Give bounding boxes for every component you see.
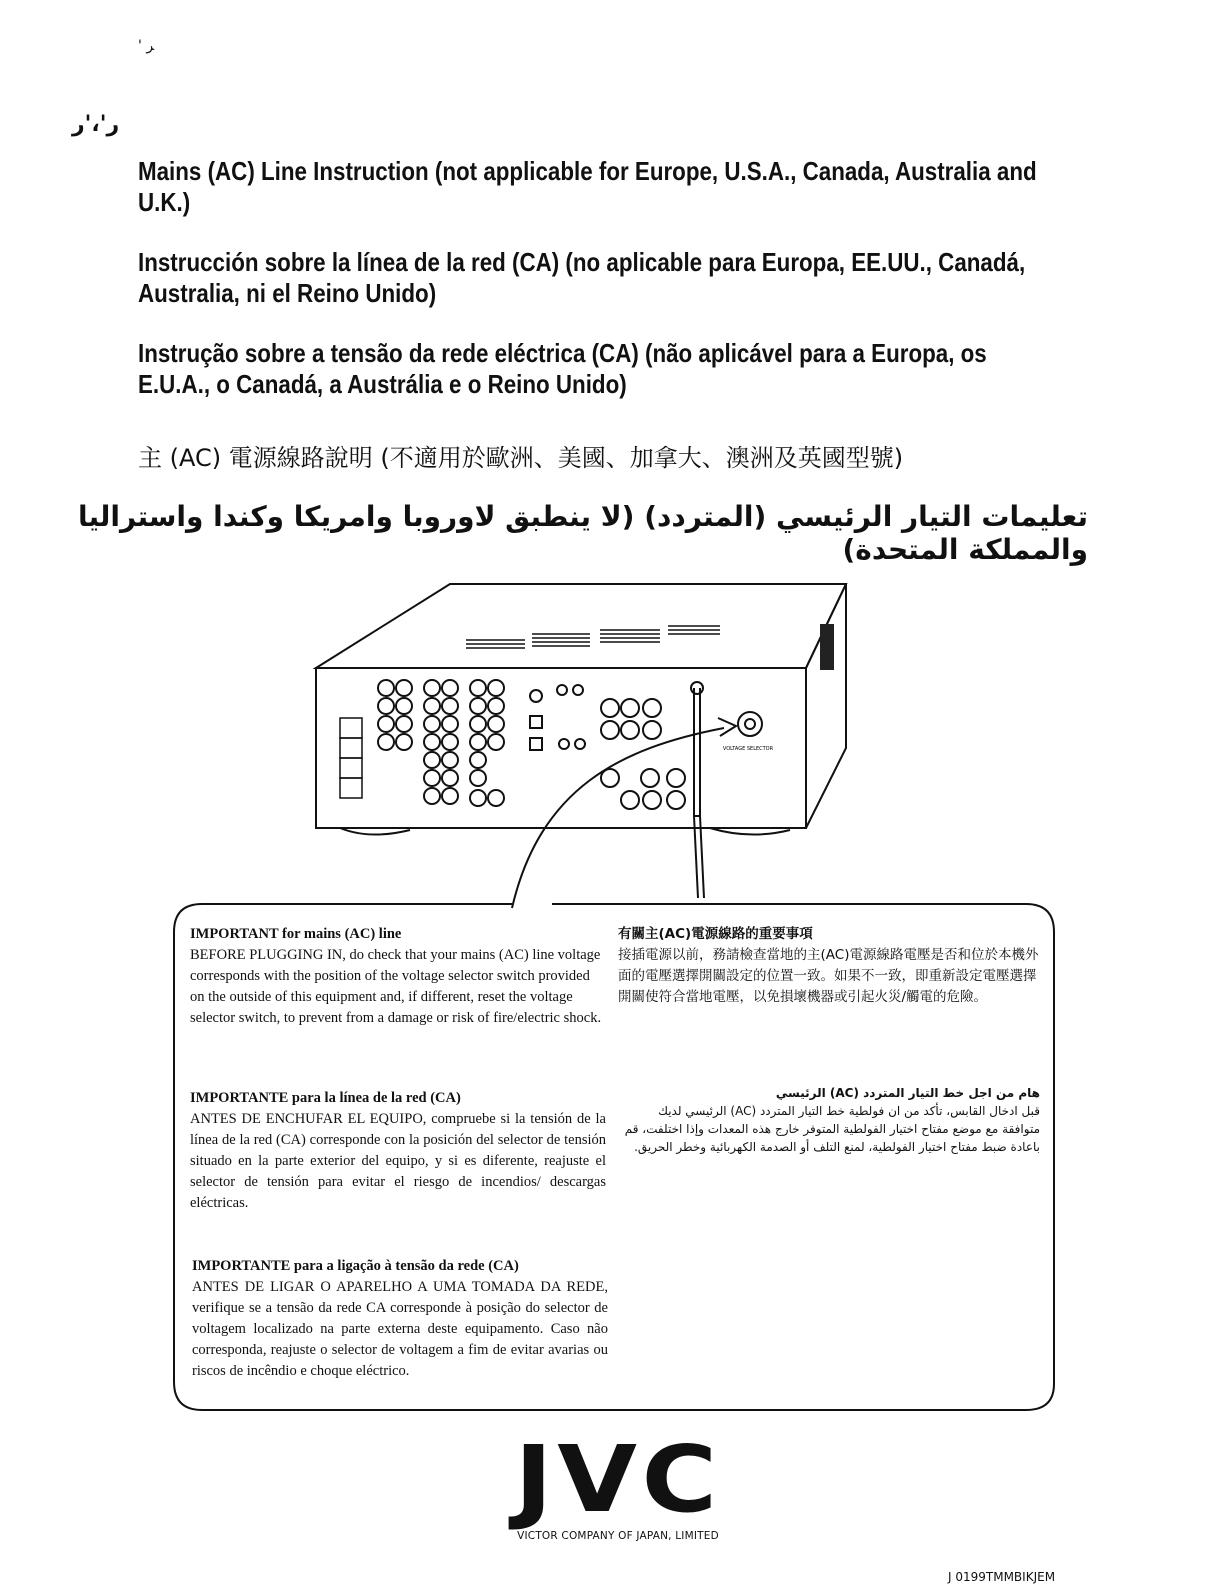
scan-mark-side: ﺭ'،'ﺭ — [72, 112, 120, 137]
jvc-logo — [508, 1426, 728, 1542]
heading-spanish: Instrucción sobre la línea de la red (CA) (no aplicable para Europa, EE.UU., Canadá, Australia, ni el Reino Unido) — [138, 247, 1026, 308]
jvc-logo-mark: JVC — [514, 1426, 722, 1533]
notice-english-body: BEFORE PLUGGING IN, do check that your mains (AC) line voltage corresponds with the position of the voltage selector switch provided on the outside of this equipment and, if different, reset the voltage selector switch, to prevent from a damage or risk of fire/electric shock. — [190, 947, 602, 1026]
heading-portuguese: Instrução sobre a tensão da rede eléctrica (CA) (não aplicável para a Europa, os E.U.A., o Canadá, a Austrália e o Reino Unido) — [138, 338, 987, 399]
important-notice-box — [172, 902, 1056, 1412]
heading-arabic: تعليمات التيار الرئيسي (المتردد) (لا ينطبق لاوروبا وامريكا وكندا واستراليا والمملكة المتحدة) — [77, 500, 1088, 566]
footer-code: J 0199TMMBIKJEM — [948, 1570, 1056, 1584]
notice-arabic-title: هام من اجل خط التيار المتردد (AC) الرئيسي — [775, 1086, 1040, 1100]
notice-portuguese-title: IMPORTANTE para a ligação à tensão da rede (CA) — [192, 1258, 519, 1274]
notice-portuguese-body: ANTES DE LIGAR O APARELHO A UMA TOMADA DA REDE, verifique se a tensão da rede CA corresponde à posição do selector de voltagem localizado na parte externa deste equipamento. Caso não corresponda, reajuste o selector de voltagem a fim de evitar avarias ou riscos de incêndio e choque eléctrico. — [192, 1279, 608, 1379]
voltage-selector-label: VOLTAGE SELECTOR — [722, 746, 774, 752]
notice-arabic-body: قبل ادخال القابس، تأكد من ان فولطية خط التيار المتردد (AC) الرئيسي لديك متوافقة مع موضع مفتاح اختيار الفولطية المتوفر خارج هذه المعدات وإذا اختلفت، قم باعادة ضبط مفتاح اختيار الفولطية، لمنع التلف أو الصدمة الكهربائية وخطر الحريق. — [624, 1104, 1040, 1154]
company-name: VICTOR COMPANY OF JAPAN, LIMITED — [517, 1530, 719, 1542]
heading-english: Mains (AC) Line Instruction (not applicable for Europe, U.S.A., Canada, Australia and U.K.) — [138, 156, 1037, 217]
notice-chinese-body: 接插電源以前，務請檢查當地的主(AC)電源線路電壓是否和位於本機外面的電壓選擇開關設定的位置一致。如果不一致，即重新設定電壓選擇開關使符合當地電壓，以免損壞機器或引起火災/觸電的危險。 — [618, 947, 1039, 1005]
notice-portuguese — [192, 1256, 608, 1382]
notice-english — [190, 924, 602, 1029]
notice-spanish-title: IMPORTANTE para la línea de la red (CA) — [190, 1090, 461, 1106]
heading-chinese: 主 (AC) 電源線路說明 (不適用於歐洲、美國、加拿大、澳洲及英國型號) — [138, 444, 904, 472]
notice-arabic — [618, 1084, 1040, 1156]
notice-english-title: IMPORTANT for mains (AC) line — [190, 926, 402, 942]
scan-mark-top: ' ﺮ — [138, 38, 155, 54]
notice-chinese — [618, 924, 1040, 1008]
notice-spanish-body: ANTES DE ENCHUFAR EL EQUIPO, compruebe si la tensión de la línea de la red (CA) corresponde con la posición del selector de tensión situado en la parte exterior del equipo, y si es diferente, reajuste el selector de tensión para evitar el riesgo de incendios/ descargas eléctricas. — [190, 1111, 606, 1211]
receiver-rear-panel-illustration — [300, 568, 860, 928]
notice-chinese-title: 有關主(AC)電源線路的重要事項 — [618, 926, 813, 942]
notice-spanish — [190, 1088, 606, 1214]
